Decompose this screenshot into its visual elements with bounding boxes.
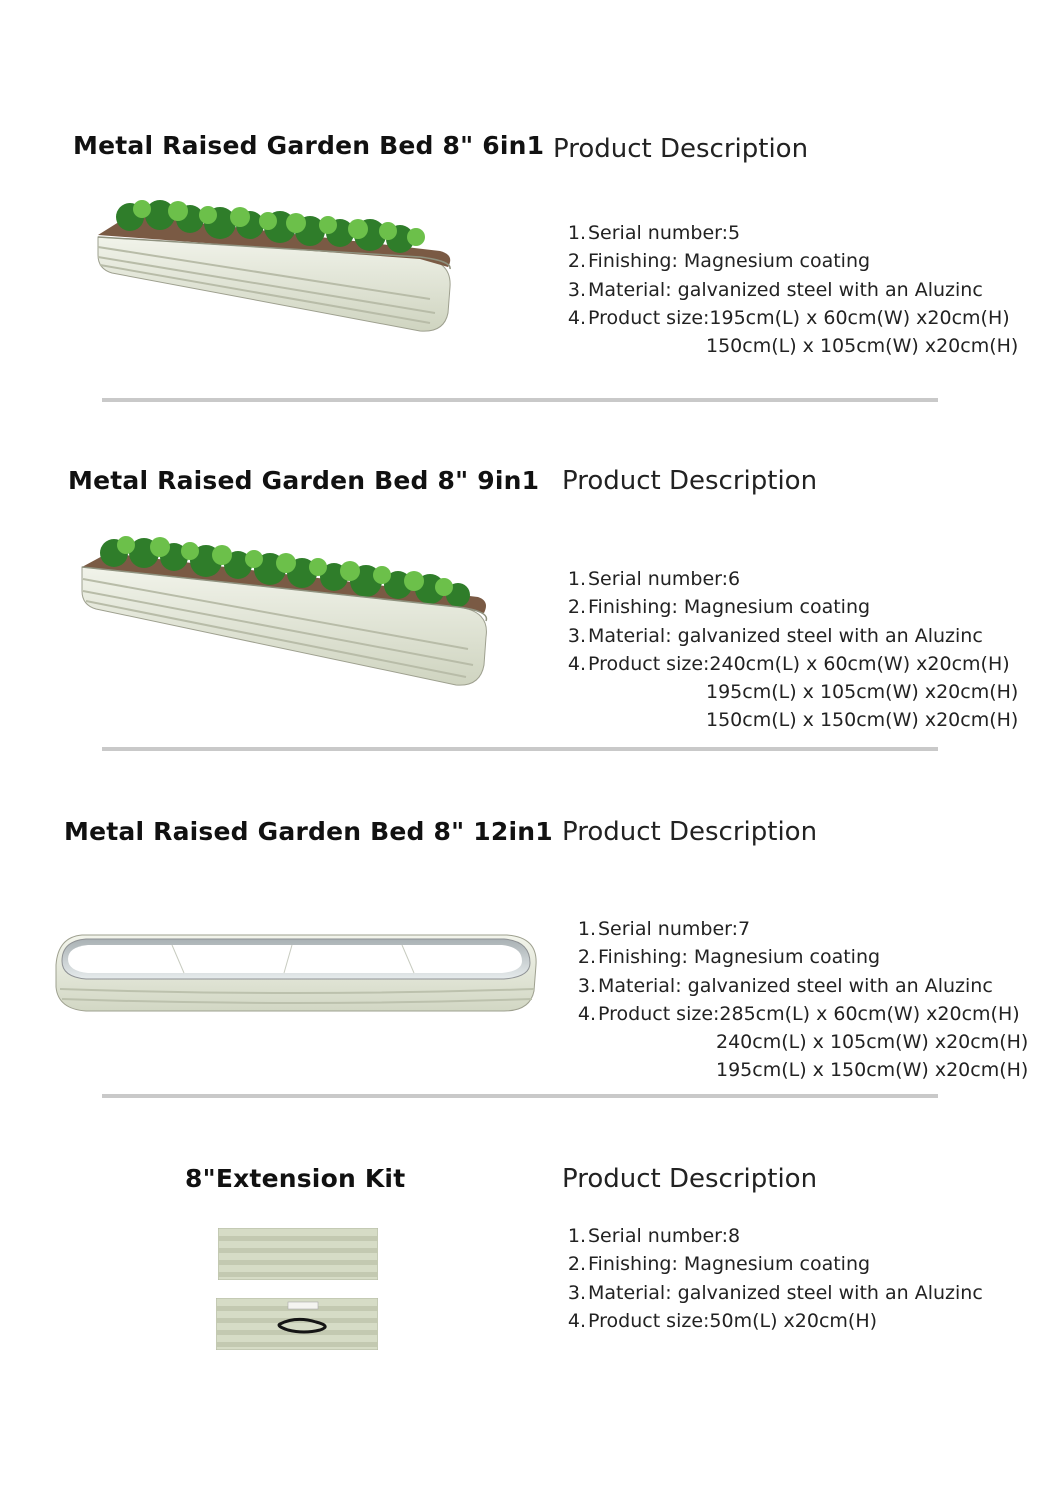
section-divider xyxy=(102,398,938,402)
extension-kit-panel-image xyxy=(218,1228,378,1280)
spec-item: 1. Serial number:8 xyxy=(567,1225,741,1247)
spec-item: 2. Finishing: Magnesium coating xyxy=(567,250,871,273)
spec-item: 4. Product size:195cm(L) x 60cm(W) x20cm(H) xyxy=(567,306,1010,329)
spec-item: 4. Product size:50m(L) x20cm(H) xyxy=(567,1309,878,1332)
spec-size-continuation: 150cm(L) x 150cm(W) x20cm(H) xyxy=(706,709,1019,732)
product-description-heading: Product Description xyxy=(562,1164,818,1194)
spec-list xyxy=(566,565,1018,735)
spec-item: 3. Material: galvanized steel with an Aluzinc xyxy=(577,974,993,997)
product-title: Metal Raised Garden Bed 8" 12in1 xyxy=(64,817,553,846)
extension-kit-panel-with-accessories-image xyxy=(216,1298,378,1350)
spec-item: 3. Material: galvanized steel with an Aluzinc xyxy=(567,278,983,301)
spec-list xyxy=(566,1222,983,1335)
spec-list xyxy=(576,915,1028,1085)
product-description-heading: Product Description xyxy=(553,134,809,164)
spec-size-continuation: 195cm(L) x 105cm(W) x20cm(H) xyxy=(706,681,1019,704)
spec-item: 4. Product size:240cm(L) x 60cm(W) x20cm(H) xyxy=(567,652,1010,675)
product-description-heading: Product Description xyxy=(562,817,818,847)
section-divider xyxy=(102,747,938,751)
spec-size-continuation: 240cm(L) x 105cm(W) x20cm(H) xyxy=(716,1031,1029,1054)
spec-item: 2. Finishing: Magnesium coating xyxy=(567,1253,871,1276)
product-description-heading: Product Description xyxy=(562,466,818,496)
spec-item: 2. Finishing: Magnesium coating xyxy=(567,596,871,619)
product-title: Metal Raised Garden Bed 8" 9in1 xyxy=(68,466,540,495)
spec-size-continuation: 195cm(L) x 150cm(W) x20cm(H) xyxy=(716,1059,1029,1082)
spec-item: 3. Material: galvanized steel with an Aluzinc xyxy=(567,624,983,647)
garden-bed-6in1-image xyxy=(90,195,465,335)
spec-item: 3. Material: galvanized steel with an Aluzinc xyxy=(567,1281,983,1304)
spec-item: 1. Serial number:6 xyxy=(567,568,741,590)
spec-list xyxy=(566,219,1018,360)
product-title: 8"Extension Kit xyxy=(185,1164,406,1193)
garden-bed-12in1-image xyxy=(52,925,540,1017)
spec-item: 1. Serial number:5 xyxy=(567,222,741,244)
spec-item: 4. Product size:285cm(L) x 60cm(W) x20cm(H) xyxy=(577,1002,1020,1025)
spec-item: 1. Serial number:7 xyxy=(577,918,751,940)
section-divider xyxy=(102,1094,938,1098)
spec-item: 2. Finishing: Magnesium coating xyxy=(577,946,881,969)
product-title: Metal Raised Garden Bed 8" 6in1 xyxy=(73,131,545,160)
garden-bed-9in1-image xyxy=(78,535,493,690)
spec-size-continuation: 150cm(L) x 105cm(W) x20cm(H) xyxy=(706,335,1019,358)
